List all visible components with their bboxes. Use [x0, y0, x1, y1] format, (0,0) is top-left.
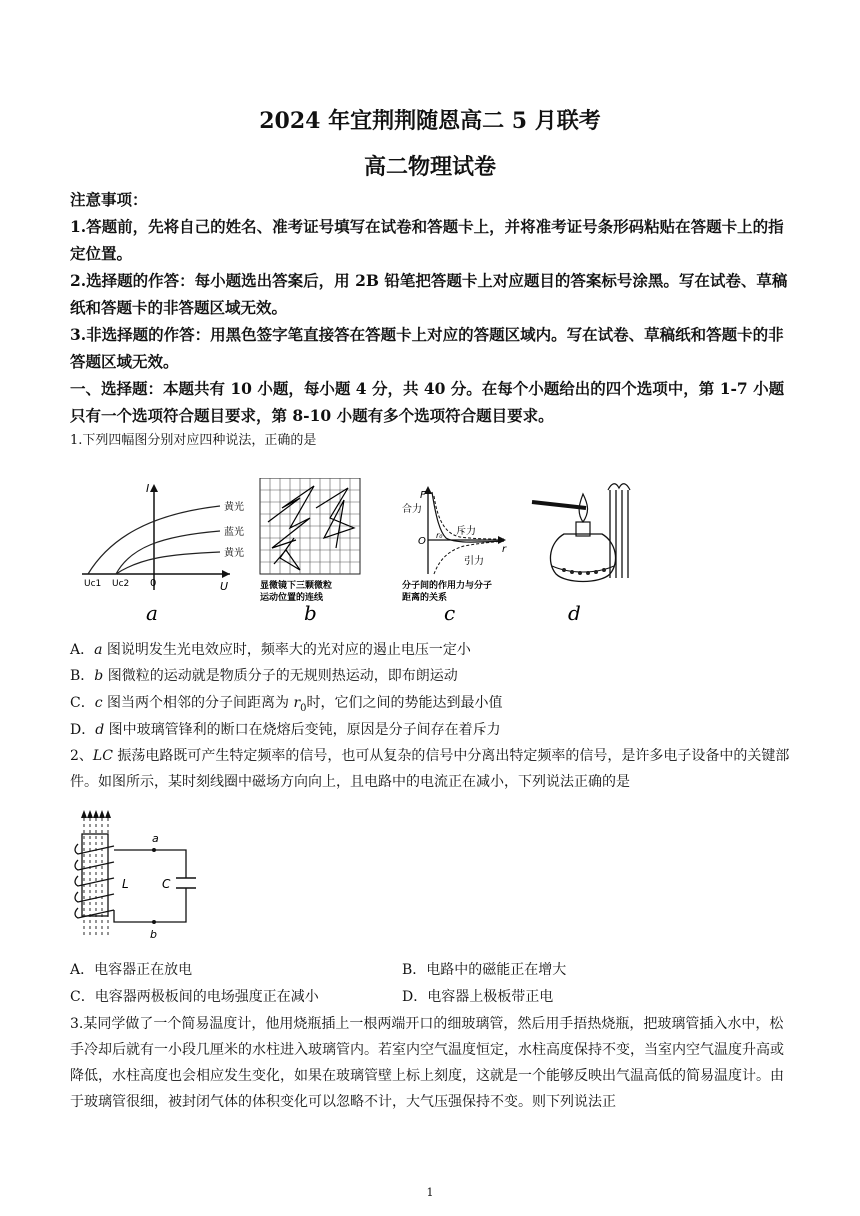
q2-option-d: D．电容器上极板带正电 — [402, 989, 554, 1005]
q1-option-b: B．b 图微粒的运动就是物质分子的无规则热运动，即布朗运动 — [70, 668, 458, 684]
page-number: 1 — [426, 1186, 434, 1199]
exam-subtitle: 高二物理试卷 — [363, 154, 496, 180]
section-1-instructions: 一、选择题：本题共有 10 小题，每小题 4 分，共 40 分。在每个小题给出的四个选项中，第 1-7 小题只有一个选项符合题目要求，第 8-10 小题有多个选项符合题目要求。 — [70, 379, 785, 425]
figure-b-brownian-grid — [260, 478, 360, 625]
fig-a-caption: a — [146, 601, 158, 625]
question-1-stem: 1.下列四幅图分别对应四种说法，正确的是 — [70, 433, 317, 448]
coil-core — [82, 834, 108, 916]
fig-d-caption: d — [568, 601, 581, 625]
notice-item-1: 1.答题前，先将自己的姓名、准考证号填写在试卷和答题卡上，并将准考证号条形码粘贴在答题卡上的指定位置。 — [70, 217, 784, 263]
fig-a-uc1: Uc1 — [84, 579, 102, 589]
fig-c-yinli: 引力 — [464, 556, 484, 567]
fig-c-r0: r₀ — [436, 531, 443, 540]
question-2-lc-circuit — [70, 810, 210, 945]
fig-b-caption: b — [304, 601, 317, 625]
question-1-figures — [70, 478, 710, 626]
fig-b-note-1: 显微镜下三颗微粒 — [260, 581, 333, 591]
notice-item-2: 2.选择题的作答：每小题选出答案后，用 2B 铅笔把答题卡上对应题目的答案标号涂黑。写在试卷、草稿纸和答题卡的非答题区域无效。 — [70, 271, 788, 317]
circuit-label-b: b — [150, 928, 157, 941]
fig-c-heli: 合力 — [402, 504, 422, 515]
q1-option-a: A．a 图说明发生光电效应时，频率大的光对应的遏止电压一定小 — [70, 642, 471, 658]
fig-a-axis-u: U — [220, 580, 229, 593]
fig-c-note-1: 分子间的作用力与分子 — [402, 581, 493, 591]
circuit-label-c: C — [162, 877, 171, 891]
fig-c-chili: 斥力 — [456, 526, 476, 537]
q2-option-c: C．电容器两极板间的电场强度正在减小 — [70, 989, 319, 1005]
circuit-label-l: L — [122, 877, 129, 891]
fig-a-label-2: 蓝光 — [224, 527, 244, 538]
fig-a-uc2: Uc2 — [112, 579, 130, 589]
fig-a-label-1: 黄光 — [224, 502, 244, 513]
q1-option-c: C．c 图当两个相邻的分子间距离为 $r_0$时，它们之间的势能达到最小值 — [70, 695, 503, 714]
figure-a-photoelectric-graph — [82, 482, 244, 625]
exam-title: 2024 年宜荆荆随恩高二 5 月联考 — [259, 108, 601, 134]
question-3-stem: 3.某同学做了一个简易温度计，他用烧瓶插上一根两端开口的细玻璃管，然后用手捂热烧瓶，把玻璃管插入水中，松手冷却后就有一小段几厘米的水柱进入玻璃管内。若室内空气温度恒定，水柱高度保持不变，当室内空气温度升高或降低，水柱高度也会相应发生变化，如果在玻璃管壁上标上刻度，这就是一个能够反映出气温高低的简易温度计。由于玻璃管很细，被封闭气体的体积变化可以忽略不计，大气压强保持不变。则下列说法正 — [70, 1016, 784, 1110]
fig-c-origin: O — [418, 536, 426, 547]
fig-a-axis-i: I — [146, 482, 150, 495]
q1-option-d: D．d 图中玻璃管锋利的断口在烧熔后变钝，原因是分子间存在着斥力 — [70, 722, 501, 738]
fig-a-label-3: 黄光 — [224, 548, 244, 559]
figure-c-molecular-force — [401, 486, 507, 625]
fig-a-origin: 0 — [150, 578, 157, 589]
fig-c-caption: c — [444, 601, 456, 625]
figure-d-glass-melting — [532, 484, 630, 625]
notice-item-3: 3.非选择题的作答：用黑色签字笔直接答在答题卡上对应的答题区域内。写在试卷、草稿纸和答题卡的非答题区域无效。 — [70, 325, 784, 371]
fig-c-note-2: 距离的关系 — [402, 593, 448, 603]
fig-c-axis-f: F — [420, 490, 426, 501]
circuit-label-a: a — [152, 832, 159, 845]
q2-option-a: A．电容器正在放电 — [70, 962, 193, 978]
notice-heading: 注意事项： — [70, 190, 148, 209]
question-2-stem: 2、LC 振荡电路既可产生特定频率的信号，也可从复杂的信号中分离出特定频率的信号，是许多电子设备中的关键部件。如图所示，某时刻线圈中磁场方向向上，且电路中的电流正在减小，下列说法正确的是 — [70, 748, 790, 790]
fig-b-note-2: 运动位置的连线 — [260, 593, 324, 603]
q2-option-b: B．电路中的磁能正在增大 — [402, 962, 567, 978]
fig-c-axis-r: r — [502, 544, 507, 555]
